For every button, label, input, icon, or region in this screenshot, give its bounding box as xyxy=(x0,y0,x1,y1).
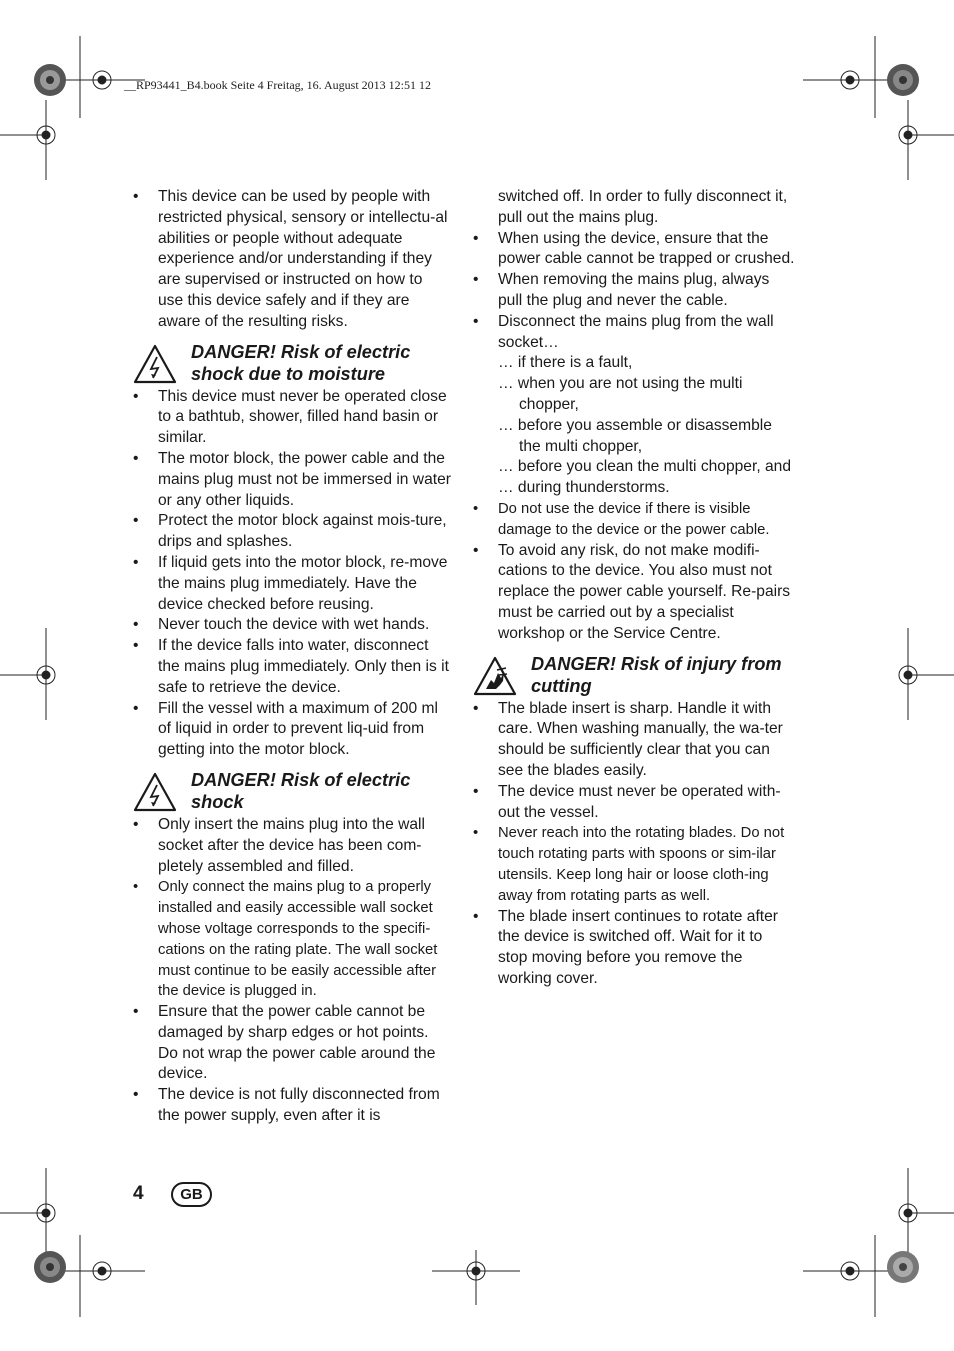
print-header: __RP93441_B4.book Seite 4 Freitag, 16. August 2013 12:51 12 xyxy=(124,78,432,92)
damage-list xyxy=(473,499,795,645)
list-item: • The device must never be operated with-out the vessel. xyxy=(473,782,795,824)
list-item: • When removing the mains plug, always pull the plug and never the cable. xyxy=(473,270,795,312)
cut-hazard-warning-icon xyxy=(473,656,517,696)
list-item: • Ensure that the power cable cannot be damaged by sharp edges or hot points. Do not wrap the power cable around the device. xyxy=(133,1002,451,1085)
right-column xyxy=(473,187,795,990)
hazard-title: DANGER! Risk of electric shock xyxy=(191,769,411,812)
hazard-title: DANGER! Risk of electric shock due to moisture xyxy=(191,341,411,384)
list-item: • Never touch the device with wet hands. xyxy=(133,615,451,636)
list-item: • When using the device, ensure that the power cable cannot be trapped or crushed. xyxy=(473,229,795,271)
list-item: • Only insert the mains plug into the wall socket after the device has been com-pletely assembled and filled. xyxy=(133,815,451,877)
disconnect-conditions-list xyxy=(473,353,795,499)
list-item: • The blade insert continues to rotate after the device is switched off. Wait for it to stop moving before you remove the working cover. xyxy=(473,907,795,990)
list-item: … during thunderstorms. xyxy=(498,479,670,497)
list-item: • The motor block, the power cable and the mains plug must not be immersed in water or any other liquids. xyxy=(133,449,451,511)
hazard-heading-electric-shock xyxy=(133,769,451,813)
continued-text: switched off. In order to fully disconnect it, pull out the mains plug. xyxy=(498,188,788,226)
list-item: … before you clean the multi chopper, and xyxy=(498,458,791,476)
electric-shock-warning-icon xyxy=(133,344,177,384)
moisture-hazard-list xyxy=(133,387,451,761)
intro-list xyxy=(133,187,451,333)
list-item: … before you assemble or disassemble the multi chopper, xyxy=(498,416,772,455)
page-number: 4 xyxy=(133,1183,144,1204)
list-item: • Never reach into the rotating blades. Do not touch rotating parts with spoons or sim-ilar utensils. Keep long hair or loose cloth-ing away from rotating parts as well. xyxy=(473,823,795,906)
hazard-heading-moisture xyxy=(133,341,451,385)
list-item: • To avoid any risk, do not make modifi-cations to the device. You also must not replace the power cable yourself. Re-pairs must be carried out by a specialist workshop or the Service Centre. xyxy=(473,541,795,645)
list-item: • Protect the motor block against mois-ture, drips and splashes. xyxy=(133,511,451,553)
electric-shock-warning-icon xyxy=(133,772,177,812)
cutting-hazard-list xyxy=(473,699,795,990)
hazard-heading-cutting xyxy=(473,653,795,697)
hazard-title: DANGER! Risk of injury from cutting xyxy=(531,653,782,696)
left-column xyxy=(133,187,451,1127)
list-item: • Disconnect the mains plug from the wall socket… xyxy=(473,312,795,354)
list-item: • If liquid gets into the motor block, re-move the mains plug immediately. Have the device checked before reusing. xyxy=(133,553,451,615)
power-cable-list xyxy=(473,229,795,354)
list-item: … when you are not using the multi chopper, xyxy=(498,375,743,413)
language-badge: GB xyxy=(171,1182,212,1207)
list-item: … if there is a fault, xyxy=(498,354,633,372)
list-item: • Only connect the mains plug to a properly installed and easily accessible wall socket whose voltage corresponds to the specifi-cations on the rating plate. The wall socket must continue to be easily accessible after the device is plugged in. xyxy=(133,877,451,1002)
list-item: • The device is not fully disconnected from the power supply, even after it is xyxy=(133,1085,451,1127)
list-item: • If the device falls into water, disconnect the mains plug immediately. Only then is it safe to retrieve the device. xyxy=(133,636,451,698)
list-item: • The blade insert is sharp. Handle it with care. When washing manually, the wa-ter should be sufficiently clear that you can see the blades easily. xyxy=(473,699,795,782)
list-item: • This device can be used by people with restricted physical, sensory or intellectu-al abilities or people without adequate experience and/or understanding if they are supervised or instructed on how to use this device safely and if they are aware of the resulting risks. xyxy=(133,187,451,333)
electric-shock-hazard-list xyxy=(133,815,451,1127)
list-item: • Fill the vessel with a maximum of 200 ml of liquid in order to prevent liq-uid from getting into the motor block. xyxy=(133,699,451,761)
list-item: • This device must never be operated close to a bathtub, shower, filled hand basin or similar. xyxy=(133,387,451,449)
list-item: • Do not use the device if there is visible damage to the device or the power cable. xyxy=(473,499,795,541)
